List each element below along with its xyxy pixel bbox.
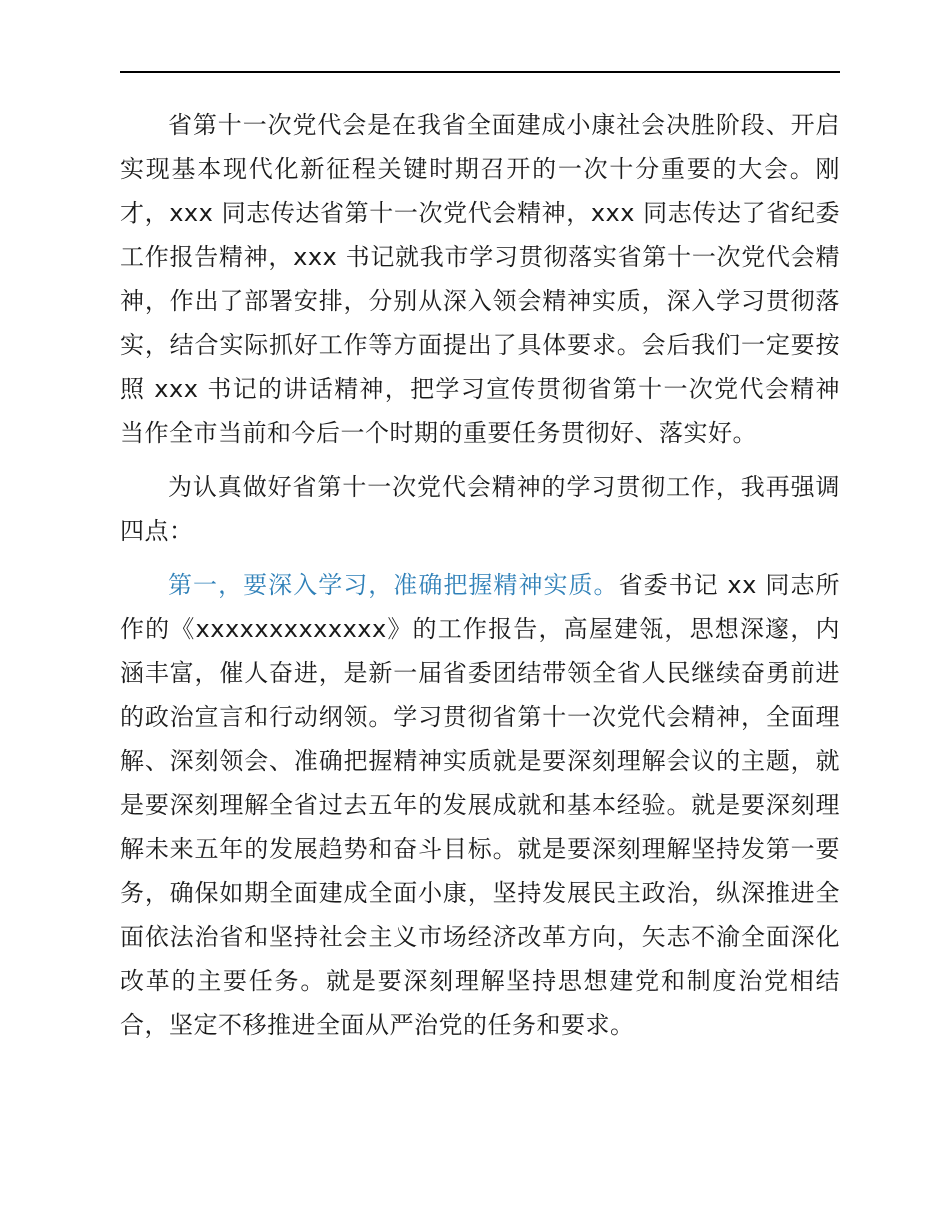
document-body [120, 103, 840, 1047]
paragraph-point-one [120, 563, 840, 1047]
header-rule [120, 71, 840, 73]
paragraph-opening: 省第十一次党代会是在我省全面建成小康社会决胜阶段、开启实现基本现代化新征程关键时期召开的一次十分重要的大会。刚才，xxx 同志传达省第十一次党代会精神，xxx 同志传达了省纪委工作报告精神，xxx 书记就我市学习贯彻落实省第十一次党代会精神，作出了部署安排，分别从深入领会精神实质，深入学习贯彻落实，结合实际抓好工作等方面提出了具体要求。会后我们一定要按照 xxx 书记的讲话精神，把学习宣传贯彻省第十一次党代会精神当作全市当前和今后一个时期的重要任务贯彻好、落实好。 [120, 111, 840, 447]
paragraph-intro-four-points: 为认真做好省第十一次党代会精神的学习贯彻工作，我再强调四点： [120, 473, 840, 545]
point-one-body: 省委书记 xx 同志所作的《xxxxxxxxxxxxx》的工作报告，高屋建瓴，思想深邃，内涵丰富，催人奋进，是新一届省委团结带领全省人民继续奋勇前进的政治宣言和行动纲领。学习贯彻省第十一次党代会精神，全面理解、深刻领会、准确把握精神实质就是要深刻理解会议的主题，就是要深刻理解全省过去五年的发展成就和基本经验。就是要深刻理解未来五年的发展趋势和奋斗目标。就是要深刻理解坚持发第一要务，确保如期全面建成全面小康，坚持发展民主政治，纵深推进全面依法治省和坚持社会主义市场经济改革方向，矢志不渝全面深化改革的主要任务。就是要深刻理解坚持思想建党和制度治党相结合，坚定不移推进全面从严治党的任务和要求。 [120, 571, 840, 1039]
point-one-heading: 第一，要深入学习，准确把握精神实质。 [168, 571, 619, 599]
